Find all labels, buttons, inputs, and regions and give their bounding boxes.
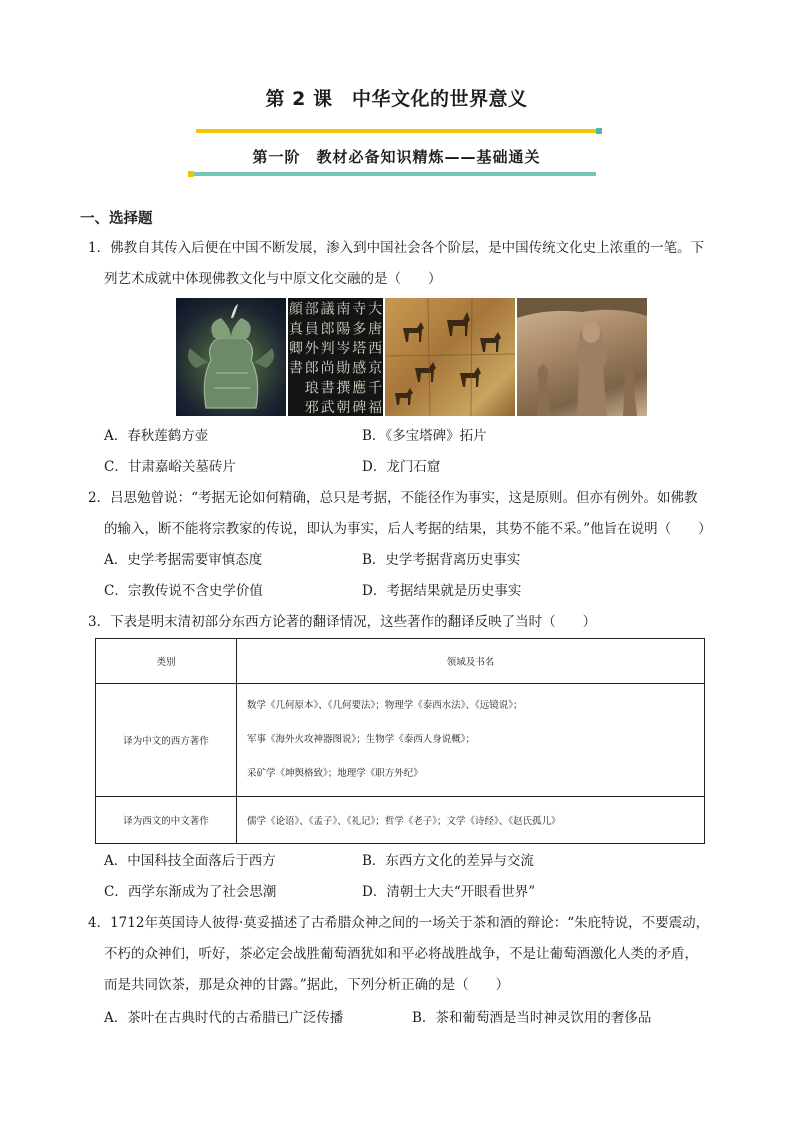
translation-table — [95, 638, 705, 844]
q1-stem-line1: 1．佛教自其传入后便在中国不断发展，渗入到中国社会各个阶层，是中国传统文化史上浓重的一笔。下 — [88, 240, 705, 256]
stele-glyph: 大 — [368, 301, 383, 318]
q1-stem-line2: 列艺术成就中体现佛教文化与中原文化交融的是（ ） — [104, 271, 442, 287]
q4-stem-line2: 不朽的众神们，听好，茶必定会战胜葡萄酒犹如和平必将战胜战争，不是让葡萄酒激化人类的矛盾， — [104, 946, 698, 962]
stele-glyph: 感 — [352, 360, 367, 377]
stele-glyph: 邪 — [304, 400, 319, 416]
stele-glyph: 郎 — [304, 360, 319, 377]
stele-glyph: 勛 — [336, 360, 351, 377]
q3-stem: 3．下表是明末清初部分东西方论著的翻译情况，这些著作的翻译反映了当时（ ） — [88, 614, 597, 630]
title-divider-bottom — [192, 172, 596, 176]
q2-option-a[interactable]: A．史学考据需要审慎态度 — [104, 552, 263, 568]
q4-option-b[interactable]: B．茶和葡萄酒是当时神灵饮用的奢侈品 — [412, 1010, 652, 1026]
stele-glyph: 顔 — [288, 301, 303, 318]
table-header-category: 类别 — [96, 639, 237, 684]
q4-stem-line3: 而是共同饮茶，那是众神的甘露。”据此，下列分析正确的是（ ） — [104, 977, 510, 993]
longmen-grottoes-buddha-image — [517, 298, 647, 416]
table-row — [96, 797, 705, 844]
table-row2-category: 译为西文的中文著作 — [96, 797, 237, 844]
stele-glyph: 撰 — [336, 380, 351, 397]
q2-option-b[interactable]: B．史学考据背离历史事实 — [362, 552, 521, 568]
q4-stem-line1: 4．1712年英国诗人彼得·莫妥描述了古希腊众神之间的一场关于茶和酒的辩论：“朱庇特说，不要震动， — [88, 915, 710, 931]
table-row2-fields: 儒学《论语》、《孟子》、《礼记》；哲学《老子》；文学《诗经》、《赵氏孤儿》 — [237, 797, 705, 844]
stele-glyph: 郎 — [320, 321, 335, 338]
q2-option-d[interactable]: D．考据结果就是历史事实 — [362, 583, 522, 599]
q1-option-c[interactable]: C．甘肃嘉峪关墓砖片 — [104, 459, 236, 475]
stele-glyph: 千 — [368, 380, 383, 397]
table-row1-line: 数学《几何原本》、《几何要法》；物理学《泰西水法》、《远镜说》； — [247, 700, 523, 711]
table-row1-line: 采矿学《坤舆格致》；地理学《职方外纪》 — [247, 768, 423, 779]
table-row1-line: 军事《海外火攻神器图说》；生物学《泰西人身说概》； — [247, 734, 476, 745]
q1-option-d[interactable]: D．龙门石窟 — [362, 459, 441, 475]
q2-stem-line1: 2．吕思勉曾说：“考据无论如何精确，总只是考据，不能径作为事实，这是原则。但亦有例外。如佛教 — [88, 490, 698, 506]
q1-option-a[interactable]: A．春秋莲鹤方壶 — [104, 428, 209, 444]
table-header-row — [96, 639, 705, 684]
stele-glyph: 多 — [352, 321, 367, 338]
stele-glyph: 外 — [304, 341, 319, 358]
stele-glyph: 書 — [288, 360, 303, 377]
q3-option-d[interactable]: D．清朝士大夫“开眼看世界” — [362, 884, 536, 900]
stele-glyph: 應 — [352, 380, 367, 397]
stele-glyph: 寺 — [352, 301, 367, 318]
bronze-lotus-crane-vessel-image — [176, 298, 286, 416]
q3-option-c[interactable]: C．西学东渐成为了社会思潮 — [104, 884, 277, 900]
tomb-brick-painting-image — [385, 298, 515, 416]
page-title: 第 2 课 中华文化的世界意义 — [265, 88, 528, 110]
q3-option-b[interactable]: B．东西方文化的差异与交流 — [362, 853, 534, 869]
q1-image-strip — [176, 298, 647, 416]
title-divider-bottom-cap — [188, 171, 194, 177]
stele-glyph: 琅 — [304, 380, 319, 397]
stele-glyph: 碑 — [352, 400, 367, 416]
q1-option-b[interactable]: B．《多宝塔碑》拓片 — [362, 428, 487, 444]
stele-rubbing-image — [288, 298, 383, 416]
title-divider-top — [196, 129, 601, 133]
stele-glyph: 福 — [368, 400, 383, 416]
stele-glyph: 南 — [336, 301, 351, 318]
title-divider-top-cap — [596, 128, 602, 134]
stele-glyph: 陽 — [336, 321, 351, 338]
stele-glyph: 卿 — [288, 341, 303, 358]
stele-glyph: 武 — [320, 400, 335, 416]
stele-glyph: 塔 — [352, 341, 367, 358]
q2-option-c[interactable]: C．宗教传说不含史学价值 — [104, 583, 263, 599]
stele-glyph: 議 — [320, 301, 335, 318]
stele-glyph: 岑 — [336, 341, 351, 358]
subtitle: 第一阶 教材必备知识精炼——基础通关 — [252, 148, 541, 166]
table-row1-fields — [237, 684, 705, 797]
table-row — [96, 684, 705, 797]
stele-glyph: 唐 — [368, 321, 383, 338]
section-title: 一、选择题 — [80, 211, 153, 227]
stele-glyph: 部 — [304, 301, 319, 318]
stele-glyph: 尚 — [320, 360, 335, 377]
stele-glyph: 判 — [320, 341, 335, 358]
stele-glyph: 真 — [288, 321, 303, 338]
table-row1-category: 译为中文的西方著作 — [96, 684, 237, 797]
q4-option-a[interactable]: A．茶叶在古典时代的古希腊已广泛传播 — [104, 1010, 344, 1026]
stele-glyph: 員 — [304, 321, 319, 338]
stele-glyph: 朝 — [336, 400, 351, 416]
q2-stem-line2: 的输入，断不能将宗教家的传说，即认为事实，后人考据的结果，其势不能不采。”他旨在说明（ ） — [104, 521, 712, 537]
q3-option-a[interactable]: A．中国科技全面落后于西方 — [104, 853, 276, 869]
stele-glyph: 西 — [368, 341, 383, 358]
stele-glyph: 京 — [368, 360, 383, 377]
table-header-fields: 领域及书名 — [237, 639, 705, 684]
stele-glyph: 書 — [320, 380, 335, 397]
